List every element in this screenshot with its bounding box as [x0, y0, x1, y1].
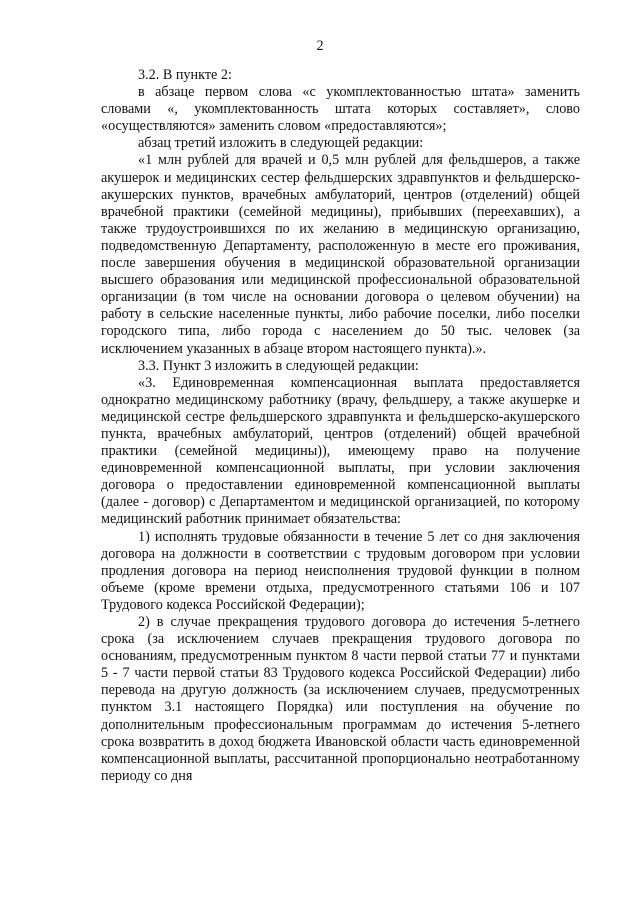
page-number: 2 — [316, 38, 324, 54]
paragraph-third-abzac-text: «1 млн рублей для врачей и 0,5 млн рублей для фельдшеров, а также акушерок и медицинских сестер фельдшерских здравпунктов и фельдшерско-акушерских пунктов, врачебных амбулаторий, центров (отделений) общей врачебной практики (семейной медицины), прибывших (переехавших), а также трудоустроившихся по их желанию в медицинскую организацию, подведомственную Департаменту, расположенную в месте его проживания, после завершения обучения в медицинской образовательной организации высшего образования или медицинской профессиональной образовательной организации (в том числе на основании договора о целевом обучении) на работу в сельские населенные пункты, либо рабочие поселки, либо поселки городского типа, либо города с населением до 50 тыс. человек (за исключением указанных в абзаце втором настоящего пункта).». — [101, 152, 580, 357]
paragraph-obligation-1: 1) исполнять трудовые обязанности в течение 5 лет со дня заключения договора на должности в соответствии с трудовым договором при условии продления договора на период неисполнения трудовой функции в полном объеме (кроме времени отдыха, предусмотренного статьями 106 и 107 Трудового кодекса Российской Федерации); — [101, 528, 580, 613]
document-body — [101, 67, 580, 785]
paragraph-amend-first-abzac: в абзаце первом слова «с укомплектованностью штата» заменить словами «, укомплектованность штата которых составляет», слово «осуществляются» заменить словом «предоставляются»; — [101, 84, 580, 135]
paragraph-third-abzac-intro: абзац третий изложить в следующей редакции: — [138, 135, 424, 152]
paragraph-point-3-text: «3. Единовременная компенсационная выплата предоставляется однократно медицинскому работнику (врачу, фельдшеру, а также акушерке и медицинской сестре фельдшерского здравпункта и фельдшерско-акушерского пункта, врачебных амбулаторий, центров (отделений) общей врачебной практики (семейной медицины)), имеющему право на получение единовременной компенсационной выплаты, при условии заключения договора о предоставлении единовременной компенсационной выплаты (далее - договор) с Департаментом и медицинской организацией, по которому медицинский работник принимает обязательства: — [101, 374, 580, 528]
paragraph-3-2-heading: 3.2. В пункте 2: — [138, 67, 232, 83]
paragraph-obligation-2: 2) в случае прекращения трудового договора до истечения 5-летнего срока (за исключением случаев прекращения трудового договора по основаниям, предусмотренным пунктом 8 части первой статьи 77 и пунктами 5 - 7 части первой статьи 83 Трудового кодекса Российской Федерации) либо перевода на другую должность (за исключением случаев, предусмотренных пунктом 3.1 настоящего Порядка) или поступления на обучение по дополнительным профессиональным программам до истечения 5-летнего срока возвратить в доход бюджета Ивановской области часть единовременной компенсационной выплаты, рассчитанной пропорционально неотработанному периоду со дня — [101, 614, 580, 784]
paragraph-3-3-heading: 3.3. Пункт 3 изложить в следующей редакции: — [138, 357, 419, 374]
